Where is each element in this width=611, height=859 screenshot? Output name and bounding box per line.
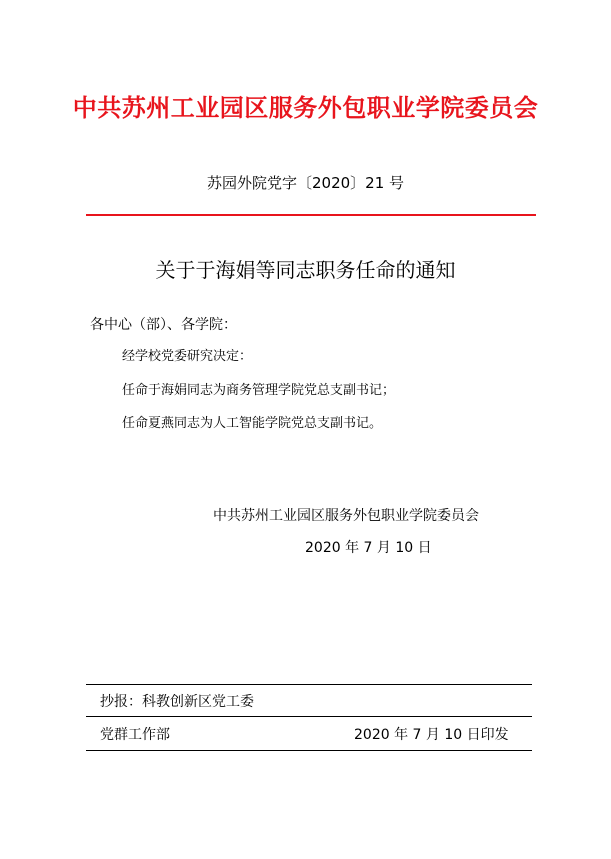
document-number: 苏园外院党字〔2020〕21 号 — [206, 174, 405, 192]
red-divider — [86, 214, 536, 216]
footer-rule-bottom — [86, 750, 532, 751]
cc-line: 抄报：科教创新区党工委 — [100, 694, 254, 710]
body-line: 经学校党委研究决定： — [122, 349, 253, 364]
organization-header: 中共苏州工业园区服务外包职业学院委员会 — [72, 94, 539, 122]
notice-title: 关于于海娟等同志职务任命的通知 — [155, 258, 456, 282]
signature-date: 2020 年 7 月 10 日 — [305, 540, 432, 556]
print-date: 2020 年 7 月 10 日印发 — [354, 727, 509, 743]
body-line: 任命夏燕同志为人工智能学院党总支副书记。 — [122, 416, 383, 431]
footer-rule-top — [86, 684, 532, 685]
issuing-department: 党群工作部 — [100, 727, 170, 743]
body-line: 任命于海娟同志为商务管理学院党总支副书记； — [122, 383, 396, 398]
footer-rule-middle — [86, 716, 532, 717]
salutation: 各中心（部）、各学院： — [90, 317, 237, 333]
signature-organization: 中共苏州工业园区服务外包职业学院委员会 — [213, 508, 479, 524]
